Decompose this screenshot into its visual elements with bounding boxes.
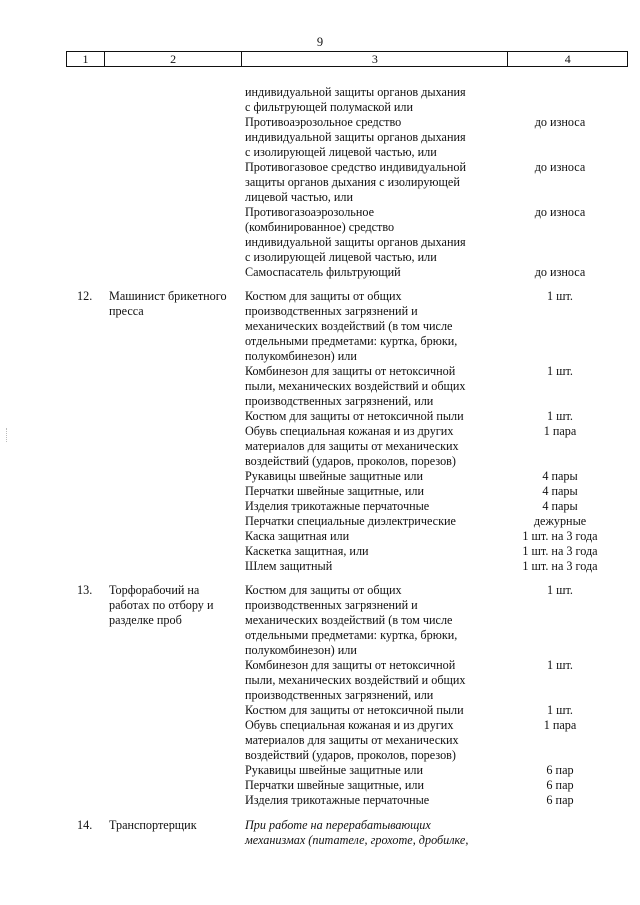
item-norm <box>490 598 630 613</box>
item-text: Обувь специальная кожаная и из других <box>245 718 454 732</box>
header-col-2: 2 <box>105 52 243 66</box>
item-norm <box>490 613 630 628</box>
item-line <box>245 793 635 808</box>
item-line <box>245 349 635 364</box>
item-norm <box>490 334 630 349</box>
item-norm <box>490 394 630 409</box>
item-line <box>245 265 635 280</box>
item-text: Костюм для защиты от нетоксичной пыли <box>245 703 464 717</box>
item-line <box>245 190 635 205</box>
item-text: воздействий (ударов, проколов, порезов) <box>245 748 456 762</box>
item-text: Перчатки швейные защитные, или <box>245 778 425 792</box>
item-text: Комбинезон для защиты от нетоксичной <box>245 658 456 672</box>
item-norm <box>490 319 630 334</box>
item-norm: 4 пары <box>542 484 578 498</box>
item-norm <box>490 454 630 469</box>
item-norm: 1 шт. <box>547 583 573 597</box>
item-line <box>245 250 635 265</box>
item-text: защиты органов дыхания с изолирующей <box>245 175 460 189</box>
item-text: отдельными предметами: куртка, брюки, <box>245 334 458 348</box>
profession-line: пресса <box>109 304 144 318</box>
item-line <box>245 130 635 145</box>
item-norm <box>490 643 630 658</box>
item-line <box>245 379 635 394</box>
item-norm: 1 пара <box>543 424 577 438</box>
row-number: 14. <box>77 818 93 832</box>
item-line <box>245 175 635 190</box>
item-norm: 1 шт. на 3 года <box>522 559 598 573</box>
item-text: полукомбинезон) или <box>245 349 357 363</box>
item-text: Комбинезон для защиты от нетоксичной <box>245 364 456 378</box>
item-text: с изолирующей лицевой частью, или <box>245 250 437 264</box>
profession-line: разделке проб <box>109 613 182 627</box>
item-line <box>245 424 635 439</box>
item-text: Каска защитная или <box>245 529 350 543</box>
profession-line: работах по отбору и <box>109 598 214 612</box>
item-line <box>245 289 635 304</box>
item-line <box>245 409 635 424</box>
item-norm <box>490 688 630 703</box>
item-line <box>245 658 635 673</box>
item-norm <box>490 748 630 763</box>
item-line <box>245 454 635 469</box>
item-line <box>245 673 635 688</box>
item-line <box>245 115 635 130</box>
item-line <box>245 514 635 529</box>
item-norm: 1 шт. <box>547 364 573 378</box>
item-norm: до износа <box>534 205 586 219</box>
item-line <box>245 718 635 733</box>
profession <box>109 583 241 628</box>
profession-line: Транспортерщик <box>109 818 197 832</box>
item-line <box>245 334 635 349</box>
item-text: лицевой частью, или <box>245 190 354 204</box>
item-norm: до износа <box>534 265 586 279</box>
item-line <box>245 439 635 454</box>
item-norm: 1 шт. <box>547 289 573 303</box>
items-list <box>245 85 635 280</box>
item-norm: 6 пар <box>546 763 574 777</box>
item-line <box>245 628 635 643</box>
profession <box>109 818 241 833</box>
item-text: Противогазовое средство индивидуальной <box>245 160 467 174</box>
profession <box>109 289 241 319</box>
item-norm <box>490 673 630 688</box>
item-text: Изделия трикотажные перчаточные <box>245 793 430 807</box>
item-norm: 6 пар <box>546 778 574 792</box>
items-list <box>245 583 635 808</box>
item-text: При работе на перерабатывающих <box>245 818 431 832</box>
item-text: (комбинированное) средство <box>245 220 395 234</box>
item-text: Перчатки швейные защитные, или <box>245 484 425 498</box>
item-text: производственных загрязнений и <box>245 304 418 318</box>
item-text: с фильтрующей полумаской или <box>245 100 414 114</box>
item-line <box>245 748 635 763</box>
item-norm: 6 пар <box>546 793 574 807</box>
item-norm: до износа <box>534 160 586 174</box>
item-line <box>245 469 635 484</box>
item-line <box>245 364 635 379</box>
item-line <box>245 484 635 499</box>
item-norm <box>490 833 630 848</box>
item-norm: 1 шт. <box>547 658 573 672</box>
item-text: Самоспасатель фильтрующий <box>245 265 401 279</box>
item-norm <box>490 145 630 160</box>
item-norm <box>490 235 630 250</box>
item-line <box>245 544 635 559</box>
item-norm <box>490 379 630 394</box>
item-text: Костюм для защиты от общих <box>245 289 402 303</box>
item-text: пыли, механических воздействий и общих <box>245 673 466 687</box>
item-line <box>245 394 635 409</box>
item-line <box>245 613 635 628</box>
item-text: Каскетка защитная, или <box>245 544 369 558</box>
item-text: материалов для защиты от механических <box>245 439 459 453</box>
item-text: отдельными предметами: куртка, брюки, <box>245 628 458 642</box>
item-text: индивидуальной защиты органов дыхания <box>245 85 466 99</box>
item-line <box>245 145 635 160</box>
item-text: Костюм для защиты от общих <box>245 583 402 597</box>
item-text: Противоаэрозольное средство <box>245 115 402 129</box>
item-line <box>245 319 635 334</box>
item-line <box>245 304 635 319</box>
item-line <box>245 85 635 100</box>
item-line <box>245 235 635 250</box>
row-number: 12. <box>77 289 93 303</box>
item-line <box>245 160 635 175</box>
item-line <box>245 733 635 748</box>
item-norm: 4 пары <box>542 469 578 483</box>
item-text: механических воздействий (в том числе <box>245 613 453 627</box>
item-norm <box>490 628 630 643</box>
item-text: Шлем защитный <box>245 559 333 573</box>
item-line <box>245 583 635 598</box>
item-norm <box>490 190 630 205</box>
item-line <box>245 499 635 514</box>
table-header <box>66 51 628 67</box>
item-text: Рукавицы швейные защитные или <box>245 469 423 483</box>
item-line <box>245 833 635 848</box>
item-text: Перчатки специальные диэлектрические <box>245 514 456 528</box>
item-norm: 4 пары <box>542 499 578 513</box>
item-norm <box>490 100 630 115</box>
item-norm <box>490 130 630 145</box>
profession-line: Торфорабочий на <box>109 583 200 597</box>
item-norm <box>490 349 630 364</box>
item-text: индивидуальной защиты органов дыхания <box>245 130 466 144</box>
item-norm <box>490 304 630 319</box>
item-line <box>245 818 635 833</box>
item-text: Изделия трикотажные перчаточные <box>245 499 430 513</box>
item-text: с изолирующей лицевой частью, или <box>245 145 437 159</box>
header-col-3: 3 <box>242 52 508 66</box>
item-line <box>245 559 635 574</box>
items-list <box>245 289 635 574</box>
item-line <box>245 703 635 718</box>
item-line <box>245 778 635 793</box>
header-col-4: 4 <box>564 52 571 66</box>
item-norm <box>490 85 630 100</box>
item-norm <box>490 439 630 454</box>
item-text: полукомбинезон) или <box>245 643 357 657</box>
item-line <box>245 100 635 115</box>
page-number: 9 <box>316 35 324 49</box>
item-text: производственных загрязнений, или <box>245 394 434 408</box>
item-norm: 1 шт. на 3 года <box>522 544 598 558</box>
item-text: механических воздействий (в том числе <box>245 319 453 333</box>
item-text: механизмах (питателе, грохоте, дробилке, <box>245 833 469 847</box>
margin-mark <box>6 428 8 442</box>
item-norm <box>490 175 630 190</box>
item-norm <box>490 250 630 265</box>
item-line <box>245 598 635 613</box>
item-norm <box>490 733 630 748</box>
item-text: Рукавицы швейные защитные или <box>245 763 423 777</box>
item-norm <box>490 220 630 235</box>
item-norm <box>490 818 630 833</box>
item-norm: 1 пара <box>543 718 577 732</box>
item-line <box>245 220 635 235</box>
item-text: Костюм для защиты от нетоксичной пыли <box>245 409 464 423</box>
row-number: 13. <box>77 583 93 597</box>
items-list <box>245 818 635 848</box>
item-line <box>245 688 635 703</box>
item-text: производственных загрязнений и <box>245 598 418 612</box>
item-norm: дежурные <box>533 514 587 528</box>
item-line <box>245 205 635 220</box>
item-text: индивидуальной защиты органов дыхания <box>245 235 466 249</box>
item-line <box>245 529 635 544</box>
profession-line: Машинист брикетного <box>109 289 227 303</box>
header-col-1: 1 <box>67 52 105 66</box>
item-line <box>245 763 635 778</box>
item-text: воздействий (ударов, проколов, порезов) <box>245 454 456 468</box>
item-line <box>245 643 635 658</box>
item-text: Противогазоаэрозольное <box>245 205 375 219</box>
item-text: материалов для защиты от механических <box>245 733 459 747</box>
item-norm: 1 шт. <box>547 703 573 717</box>
item-norm: до износа <box>534 115 586 129</box>
item-text: производственных загрязнений, или <box>245 688 434 702</box>
item-norm: 1 шт. <box>547 409 573 423</box>
item-text: Обувь специальная кожаная и из других <box>245 424 454 438</box>
item-text: пыли, механических воздействий и общих <box>245 379 466 393</box>
item-norm: 1 шт. на 3 года <box>522 529 598 543</box>
